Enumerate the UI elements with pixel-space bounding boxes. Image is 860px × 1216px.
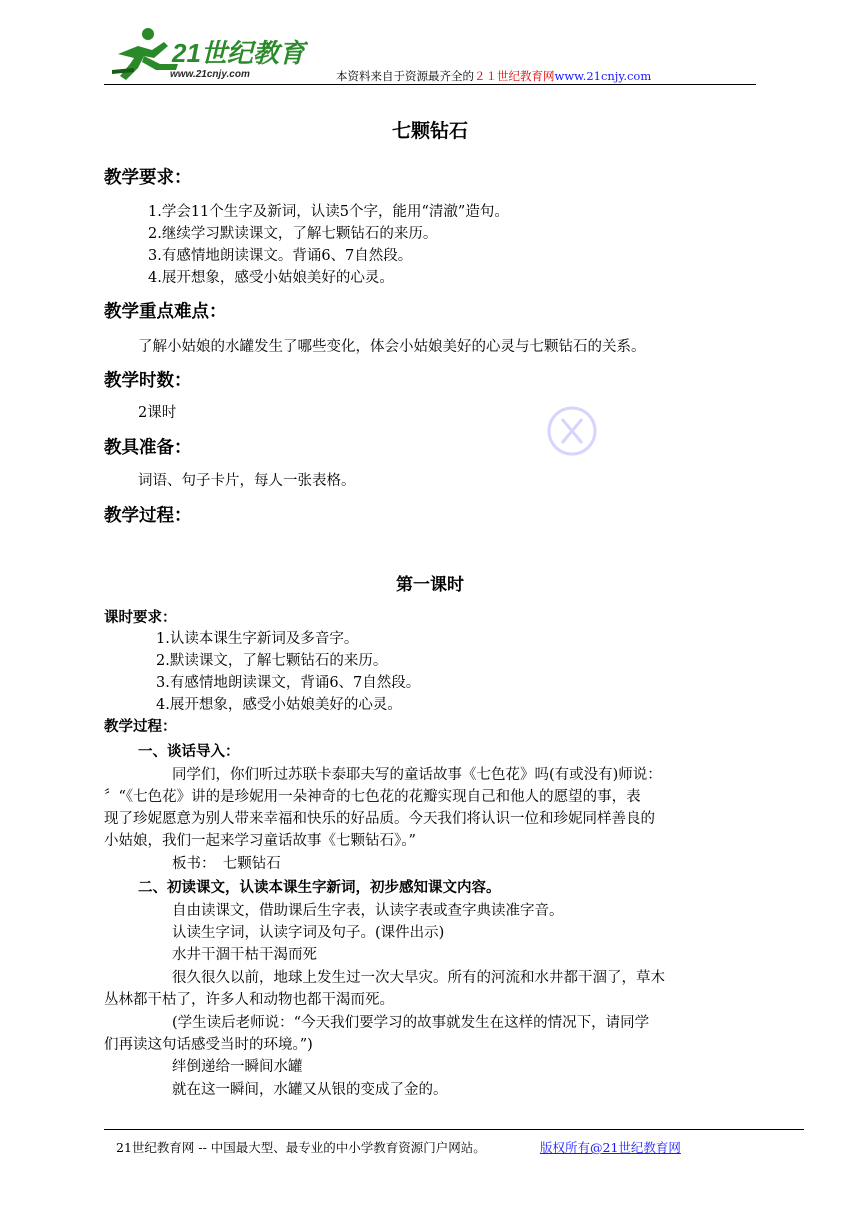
document-title: 七颗钻石 [391,120,468,142]
watermark-seal [546,405,598,457]
lesson1-requirement: 2.默读课文，了解七颗钻石的来历。 [156,653,388,669]
step1-line: 小姑娘，我们一起来学习童话故事《七颗钻石》。” [104,833,416,849]
step2-line: 丛林都干枯了，许多人和动物也都干渴而死。 [104,992,394,1008]
requirement-item: 2.继续学习默读课文，了解七颗钻石的来历。 [148,226,438,242]
svg-text:www.21cnjy.com: www.21cnjy.com [170,69,250,80]
requirement-item: 3.有感情地朗读课文。背诵6、7自然段。 [148,248,413,264]
svg-text:21世纪教育: 21世纪教育 [172,38,305,68]
key-points-heading: 教学重点难点： [104,302,227,322]
lesson1-requirement: 1.认读本课生字新词及多音字。 [156,631,359,647]
step2-line: 很久很久以前，地球上发生过一次大旱灾。所有的河流和水井都干涸了，草木 [172,970,665,986]
key-points-text: 了解小姑娘的水罐发生了哪些变化，体会小姑娘美好的心灵与七颗钻石的关系。 [138,339,646,355]
footer-left-text: 21世纪教育网 -- 中国最大型、最专业的中小学教育资源门户网站。 [116,1140,486,1155]
step2-line: 们再读这句话感受当时的环境。”) [104,1037,313,1053]
site-logo [108,24,308,88]
footer-divider [104,1129,804,1130]
tools-heading: 教具准备： [104,438,192,458]
step2-line: 就在这一瞬间，水罐又从银的变成了金的。 [172,1082,448,1098]
step1-line: 现了珍妮愿意为别人带来幸福和快乐的好品质。今天我们将认识一位和珍妮同样善良的 [104,811,655,827]
step1-heading: 一、谈话导入： [138,743,240,760]
hours-text: 2课时 [138,405,177,421]
lesson1-req-heading: 课时要求： [104,609,177,626]
step1-line: 同学们，你们听过苏联卡泰耶夫写的童话故事《七色花》吗(有或没有)师说： [172,767,662,783]
header-note-prefix: 本资料来自于资源最齐全的 [336,69,474,83]
step1-line: 〞“《七色花》讲的是珍妮用一朵神奇的七色花的花瓣实现自己和他人的愿望的事，表 [104,789,641,805]
hours-heading: 教学时数： [104,371,192,391]
header-note [336,68,651,84]
lesson1-process-heading: 教学过程： [104,718,177,735]
requirements-heading: 教学要求： [104,168,192,188]
requirement-item: 4.展开想象，感受小姑娘美好的心灵。 [148,270,394,286]
step2-heading: 二、初读课文，认读本课生字新词，初步感知课文内容。 [138,879,501,896]
footer-copyright-link[interactable]: 版权所有@21世纪教育网 [540,1140,681,1155]
board-text: 板书： 七颗钻石 [172,856,281,872]
lesson1-title: 第一课时 [396,575,464,595]
watermark-icon [546,405,598,457]
tools-text: 词语、句子卡片，每人一张表格。 [138,473,356,489]
requirement-item: 1.学会11个生字及新词，认读5个字，能用“清澈”造句。 [148,204,509,220]
lesson1-requirement: 3.有感情地朗读课文，背诵6、7自然段。 [156,675,421,691]
step2-line: 认读生字词，认读字词及句子。(课件出示) [172,925,445,941]
header-divider [104,84,756,85]
step2-line: 自由读课文，借助课后生字表，认读字表或查字典读准字音。 [172,903,564,919]
header-url-link[interactable]: www.21cnjy.com [554,69,652,83]
runner-logo-icon [108,24,308,88]
header-site-link[interactable]: ２１世纪教育网 [474,69,555,83]
step2-line: 水井干涸干枯干渴而死 [172,947,317,963]
process-heading: 教学过程： [104,506,192,526]
step2-line: (学生读后老师说：“今天我们要学习的故事就发生在这样的情况下，请同学 [172,1015,650,1031]
lesson1-requirement: 4.展开想象，感受小姑娘美好的心灵。 [156,697,402,713]
step2-line: 绊倒递给一瞬间水罐 [172,1059,303,1075]
